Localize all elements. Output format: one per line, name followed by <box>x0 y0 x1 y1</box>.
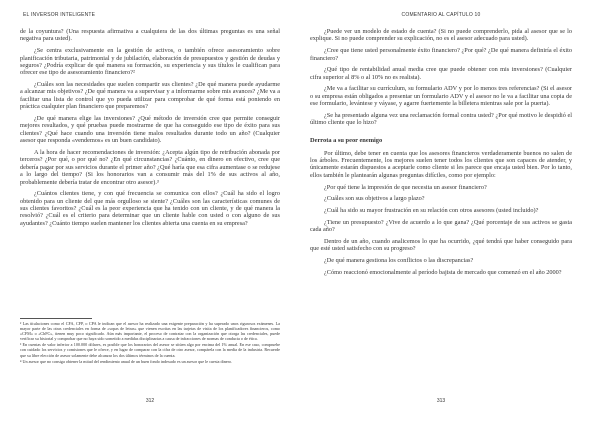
footnotes <box>20 321 280 365</box>
left-page-number: 312 <box>145 398 155 404</box>
paragraph: ¿Se centra exclusivamente en la gestión de activos, o también ofrece asesoramiento sobre planificación tributaria, patrimonial y de jubilación, elaboración de presupuestos y gestión de deudas y seguros? ¿Podría explicar de qué manera su formación, su experiencia y sus títulos le cualifican para ofrecer ese tipo de asesoramiento financiero?² <box>20 47 280 77</box>
paragraph: ¿Se ha presentado alguna vez una reclamación formal contra usted? ¿Por qué motivo le despidió el último cliente que lo hizo? <box>310 111 572 127</box>
right-body-text <box>310 28 572 280</box>
paragraph: ¿Cree que tiene usted personalmente éxito financiero? ¿Por qué? ¿De qué manera definiría el éxito financiero? <box>310 47 572 62</box>
footnote: ³ En cuentas de valor inferior a 100.000 dólares, es posible que los honorarios del asesor se sitúen algo por encima del 1% anual. En ese caso, compruebe con cuidado los servicios y comisiones que le ofrece, y en lugar de comparar con la cifra de otro asesor, compárela con la media de la industria. Recuerde que su libre elección de asesor solamente debe alcanzar los dos últimos términos de la cuenta. <box>20 342 280 358</box>
footnote-rule <box>20 318 92 319</box>
paragraph: ¿Cuáles son las necesidades que suelen compartir sus clientes? ¿De qué manera puede ayudarme a alcanzar mis objetivos? ¿De qué manera va a supervisar y a informarme sobre mis avances? ¿Me va a facilitar una lista de control que yo pueda utilizar para comprobar de qué forma está poniendo en práctica cualquier plan financiero que preparemos? <box>20 81 280 111</box>
paragraph: de la coyuntura? (Una respuesta afirmativa a cualquiera de las dos últimas preguntas es una señal negativa para usted). <box>20 28 280 43</box>
paragraph: Por último, debe tener en cuenta que los asesores financieros verdaderamente buenos no salen de los árboles. Frecuentemente, los mejores suelen tener todos los clientes que son capaces de atender, y únicamente estarán dispuestos a aceptarle como cliente si les parece que encaja usted bien. Por lo tanto, ellos también le plantearán algunas preguntas difíciles, como por ejemplo: <box>310 149 572 179</box>
paragraph: ¿Qué tipo de rentabilidad anual media cree que puede obtener con mis inversiones? (Cualquier cifra superior al 8% o al 10% no es realista). <box>310 66 572 81</box>
left-running-head: EL INVERSOR INTELIGENTE <box>23 12 96 18</box>
paragraph: ¿De qué manera elige las inversiones? ¿Qué método de inversión cree que permite conseguir mejores resultados, y qué pruebas puede mostrarme de que ha conseguido ese tipo de éxito para sus clientes? ¿Qué hace cuando una inversión tiene malos resultados durante todo un año? (Cualquier asesor que responda «vendemos» es un buen candidato). <box>20 114 280 145</box>
paragraph: ¿Cuál ha sido su mayor frustración en su relación con otros asesores (usted incluido)? <box>324 206 539 214</box>
right-page <box>310 0 572 424</box>
right-page-number: 313 <box>436 398 446 404</box>
paragraph: ¿Tiene un presupuesto? ¿Vive de acuerdo a lo que gana? ¿Qué porcentaje de sus activos se gasta cada año? <box>310 218 572 234</box>
paragraph: ¿Cuántos clientes tiene, y con qué frecuencia se comunica con ellos? ¿Cuál ha sido el logro obtenido para un cliente del que más orgulloso se siente? ¿Cuáles son las características comunes de sus clientes favoritos? ¿Cuál es la peor experiencia que ha tenido con un cliente, y de qué manera la resolvió? ¿Cuál es el criterio para determinar que un cliente hable con usted o con alguno de sus ayudantes? ¿Cuánto tiempo suelen mantener los clientes abierta una cuenta en su empresa? <box>20 190 280 227</box>
paragraph: ¿Puede ver un modelo de estado de cuenta? (Si no puede comprenderlo, pida al asesor que se lo explique. Si no puede comprender su explicación, no es el asesor adecuado para usted). <box>310 28 572 43</box>
paragraph: ¿Cuáles son sus objetivos a largo plazo? <box>324 195 425 203</box>
paragraph: ¿Por qué tiene la impresión de que necesita un asesor financiero? <box>324 183 487 191</box>
footnote: ² Las titulaciones como el CFA, CFP, o CPA le indican que el asesor ha realizado una exigente preparación y ha superado unos rigurosos exámenes. La mayor parte de las otras credenciales en forma de «sopas de letras» que vienen escritas en las tarjetas de visita de los planificadores financieros, como «CFM» o «ChFC», tienen muy poco significado. Aún más importante, el proceso de contratar con la organización que otorga las credenciales, puede verificar su historial y comprobar que no haya sido sometido a medidas disciplinarias a causa de infracciones de normas de conducta o de ética. <box>20 321 280 342</box>
paragraph: ¿De qué manera gestiona los conflictos o las discrepancias? <box>324 256 474 264</box>
right-running-head: COMENTARIO AL CAPÍTULO 10 <box>401 12 481 18</box>
paragraph: ¿Cómo reaccionó emocionalmente al período bajista de mercado que comenzó en el año 2000? <box>324 268 562 276</box>
left-page <box>20 0 280 424</box>
left-body-text <box>20 28 280 232</box>
footnote: ⁴ Un asesor que no consiga obtener la mitad del rendimiento anual de un buen fondo indexado es un asesor que le cuesta dinero. <box>20 358 233 364</box>
paragraph: A la hora de hacer recomendaciones de inversión: ¿Acepta algún tipo de retribución abonada por terceros? ¿Por qué, o por qué no? ¿En qué circunstancias? ¿Cuánto, en dinero en efectivo, cree que debería pagar por sus servicios durante el primer año? ¿Qué haría que esa cifra aumentase o se redujese a lo largo del tiempo? (Si los honorarios van a consumir más del 1% de sus activos al año, probablemente debería tratar de encontrar otro asesor).³ <box>20 148 280 186</box>
section-heading: Derrota a su peor enemigo <box>310 136 383 144</box>
paragraph: ¿Me va a facilitar su currículum, su formulario ADV y por lo menos tres referencias? (Si el asesor o su empresa están obligados a presentar un formulario ADV y el asesor no le va a facilitar una copia de ese formulario, levántese y váyase, y agarre fuertemente la billetera mientras sale por la puerta). <box>310 85 572 108</box>
paragraph: Dentro de un año, cuando analicemos lo que ha ocurrido, ¿qué tendrá que haber conseguido para que esté usted satisfecho con su progreso? <box>310 237 572 253</box>
